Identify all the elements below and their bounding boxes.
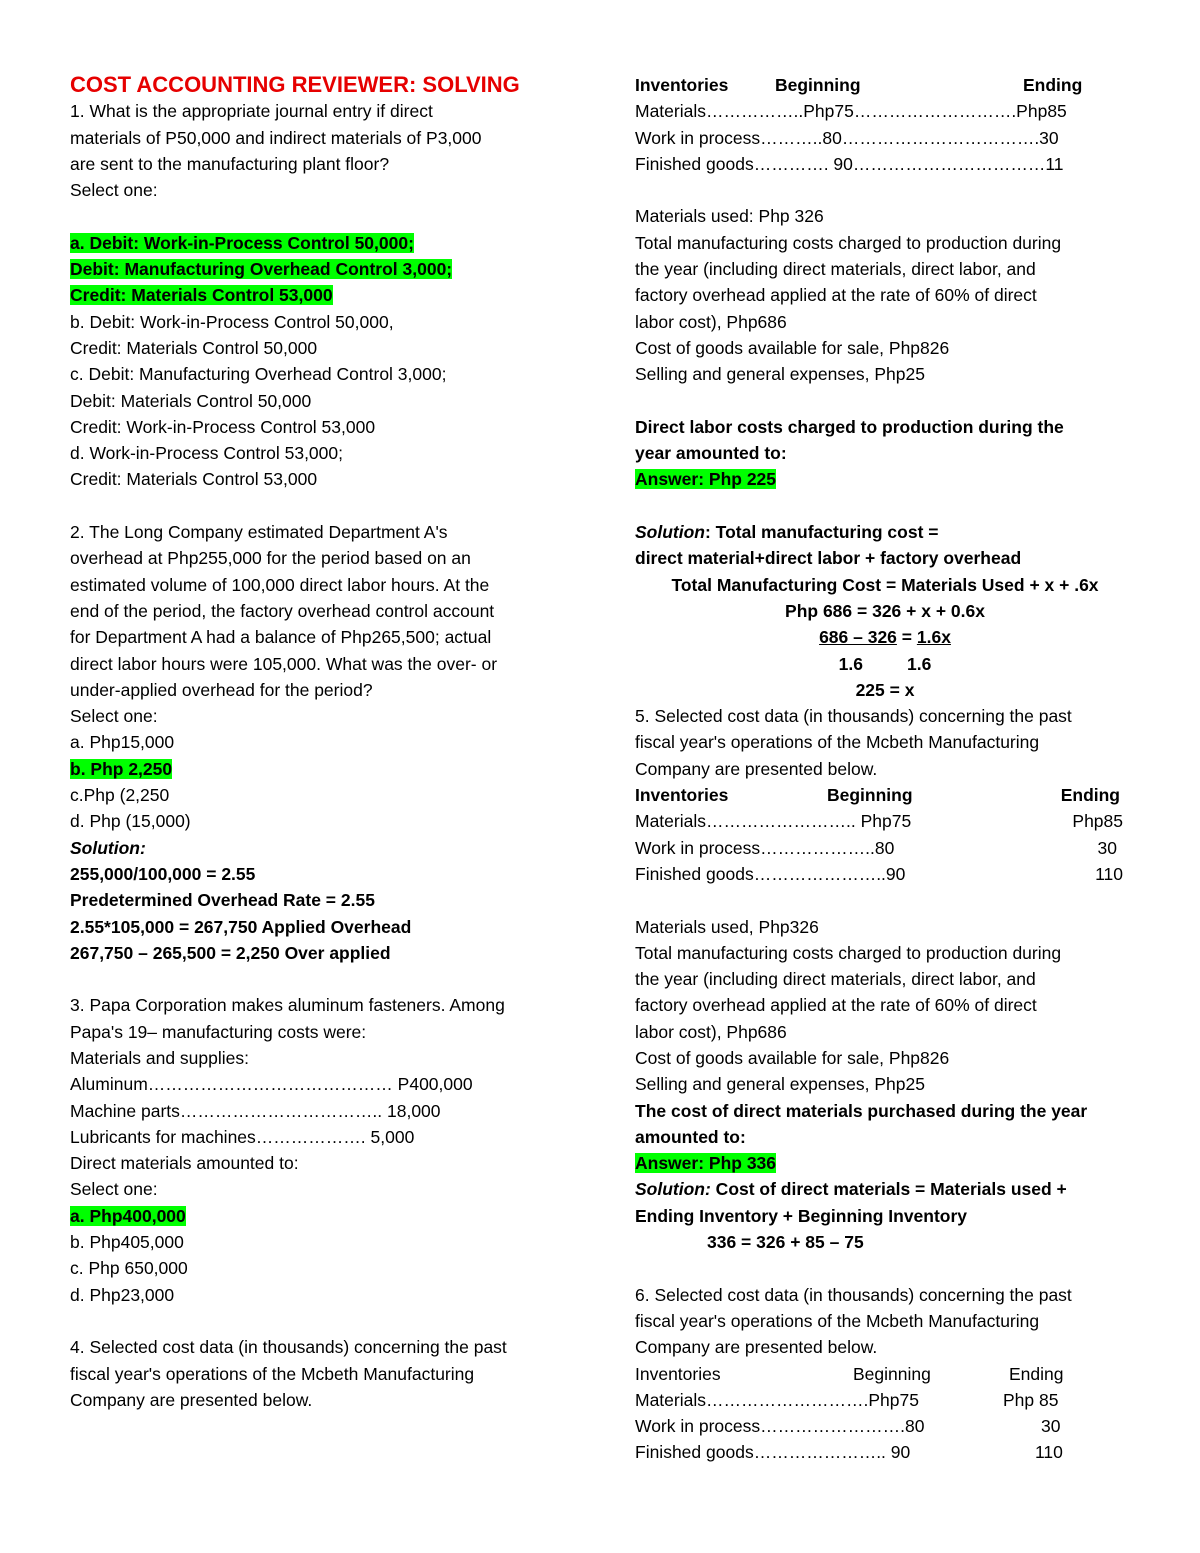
q6-table-row (635, 1387, 1135, 1413)
q4-result: 225 = x (855, 679, 915, 700)
q4-data-line: Cost of goods available for sale, Php826 (635, 337, 950, 358)
q6-line: 6. Selected cost data (in thousands) concerning the past (635, 1284, 1072, 1305)
q4-table-row: Materials……………..Php75……………………….Php85 (635, 101, 1067, 122)
q6-header-cell: Inventories (635, 1363, 721, 1384)
q5-solution-text: Cost of direct materials = Materials used + (710, 1179, 1067, 1200)
q2-line: under-applied overhead for the period? (70, 679, 373, 700)
q6-line: fiscal year's operations of the Mcbeth Manufacturing (635, 1310, 1040, 1331)
q5-data-line: Cost of goods available for sale, Php826 (635, 1047, 950, 1068)
q5-line: fiscal year's operations of the Mcbeth Manufacturing (635, 732, 1040, 753)
q6-row-label: Materials……………………….Php75 (635, 1389, 919, 1410)
q4-data-line: factory overhead applied at the rate of 60% of direct (635, 285, 1037, 306)
q4-data-line: Selling and general expenses, Php25 (635, 364, 925, 385)
q5-row-ending: 30 (1097, 837, 1117, 858)
q1-line: Select one: (70, 180, 158, 201)
q5-solution-first (635, 1176, 1135, 1202)
q3-line: Machine parts…………………………….. 18,000 (70, 1100, 441, 1121)
q4-table-header (635, 72, 1135, 98)
q4-solution-first (635, 519, 1135, 545)
q2-solution-label: Solution: (70, 837, 146, 858)
q4-data-line: Total manufacturing costs charged to production during (635, 232, 1062, 253)
q6-table-row (635, 1439, 1135, 1465)
q4-table-row: Finished goods…………. 90……………………………11 (635, 153, 1064, 174)
q2-solution-line: 255,000/100,000 = 2.55 (70, 863, 256, 884)
q2-solution-line: 267,750 – 265,500 = 2,250 Over applied (70, 942, 391, 963)
q3-answer: a. Php400,000 (70, 1205, 186, 1226)
q5-row-ending: Php85 (1072, 811, 1123, 832)
q1-answer-line: Credit: Materials Control 53,000 (70, 285, 333, 306)
q5-line: 5. Selected cost data (in thousands) concerning the past (635, 706, 1072, 727)
q5-line: Company are presented below. (635, 758, 878, 779)
q4-data-line: labor cost), Php686 (635, 311, 787, 332)
q6-row-label: Finished goods………………….. 90 (635, 1442, 911, 1463)
q4-question-line: year amounted to: (635, 443, 787, 464)
q1-option-line: Credit: Materials Control 50,000 (70, 337, 318, 358)
q1-answer-line: a. Debit: Work-in-Process Control 50,000; (70, 232, 414, 253)
q2-line: end of the period, the factory overhead control account (70, 600, 495, 621)
q3-line: Papa's 19– manufacturing costs were: (70, 1021, 367, 1042)
q4-fraction-denominator (635, 651, 1135, 677)
q1-line: materials of P50,000 and indirect materials of P3,000 (70, 127, 482, 148)
q3-line: Direct materials amounted to: (70, 1153, 299, 1174)
q4-data (635, 203, 1135, 387)
q4-table-row: Work in process………..80…………………………….30 (635, 127, 1059, 148)
q6-row-ending: 110 (1035, 1442, 1063, 1463)
q2-solution-line: Predetermined Overhead Rate = 2.55 (70, 890, 375, 911)
q6-row-ending: 30 (1041, 1416, 1061, 1437)
q3-line: Lubricants for machines………………. 5,000 (70, 1126, 415, 1147)
q4-frac-right: 1.6x (916, 627, 951, 648)
q6-row-label: Work in process…………………….80 (635, 1416, 925, 1437)
q5-answer: Answer: Php 336 (635, 1153, 777, 1174)
q5-question-line: The cost of direct materials purchased during the year (635, 1100, 1088, 1121)
q3-option-line: d. Php23,000 (70, 1284, 175, 1305)
question-3 (70, 992, 570, 1308)
q5-data-line: the year (including direct materials, direct labor, and (635, 969, 1036, 990)
question-4-intro (70, 1334, 570, 1413)
q2-line: 2. The Long Company estimated Department A's (70, 522, 448, 543)
q4-den-right: 1.6 (907, 653, 932, 674)
q6-header-cell: Beginning (853, 1363, 931, 1384)
q4-answer: Answer: Php 225 (635, 469, 777, 490)
q1-option-line: b. Debit: Work-in-Process Control 50,000, (70, 311, 394, 332)
q3-option-line: c. Php 650,000 (70, 1258, 188, 1279)
q4-solution-line: direct material+direct labor + factory overhead (635, 548, 1022, 569)
q4-solution-label: Solution (635, 522, 705, 543)
q6-table-row (635, 1413, 1135, 1439)
q4-frac-eq: = (896, 627, 917, 648)
q4-line: 4. Selected cost data (in thousands) concerning the past (70, 1337, 507, 1358)
q6-header-cell: Ending (1009, 1363, 1064, 1384)
q5-row-ending: 110 (1095, 863, 1123, 884)
q5-solution-label: Solution: (635, 1179, 711, 1200)
q4-solution-centered: Php 686 = 326 + x + 0.6x (785, 600, 985, 621)
q4-inventory-table (635, 72, 1135, 177)
left-column (70, 72, 570, 1413)
q6-table-header (635, 1361, 1135, 1387)
q4-data-line: the year (including direct materials, direct labor, and (635, 259, 1036, 280)
q1-line: 1. What is the appropriate journal entry if direct (70, 101, 433, 122)
q5-equation: 336 = 326 + 85 – 75 (707, 1232, 864, 1253)
q2-line: a. Php15,000 (70, 732, 175, 753)
q1-option-line: Debit: Materials Control 50,000 (70, 390, 312, 411)
q5-row-label: Work in process………………..80 (635, 837, 895, 858)
q5-data-line: labor cost), Php686 (635, 1021, 787, 1042)
q1-answer-line: Debit: Manufacturing Overhead Control 3,000; (70, 259, 453, 280)
q2-line: estimated volume of 100,000 direct labor hours. At the (70, 574, 490, 595)
q6-row-ending: Php 85 (1003, 1389, 1059, 1410)
q4-data-line: Materials used: Php 326 (635, 206, 824, 227)
q5-question-line: amounted to: (635, 1126, 746, 1147)
q5-data-line: Selling and general expenses, Php25 (635, 1074, 925, 1095)
question-5 (635, 703, 1135, 1255)
q5-table-row (635, 808, 1135, 834)
q5-header-cell: Ending (1060, 785, 1120, 806)
q3-line: Aluminum…………………………………… P400,000 (70, 1074, 473, 1095)
q2-solution-line: 2.55*105,000 = 267,750 Applied Overhead (70, 916, 412, 937)
q1-option-line: d. Work-in-Process Control 53,000; (70, 443, 343, 464)
question-1 (70, 98, 570, 492)
q5-row-label: Finished goods…………………..90 (635, 863, 906, 884)
q4-den-left: 1.6 (838, 653, 863, 674)
q1-line: are sent to the manufacturing plant floor? (70, 153, 390, 174)
q4-solution-centered: Total Manufacturing Cost = Materials Used + x + .6x (671, 574, 1099, 595)
q2-option-line: d. Php (15,000) (70, 811, 191, 832)
q5-data-line: Total manufacturing costs charged to production during (635, 942, 1062, 963)
q2-answer: b. Php 2,250 (70, 758, 173, 779)
q1-option-line: Credit: Materials Control 53,000 (70, 469, 318, 490)
q4-header-cell: Ending (1023, 75, 1083, 95)
q2-line: overhead at Php255,000 for the period based on an (70, 548, 471, 569)
q5-table-row (635, 861, 1135, 887)
q3-line: 3. Papa Corporation makes aluminum fasteners. Among (70, 995, 505, 1016)
q5-row-label: Materials…………………….. Php75 (635, 811, 912, 832)
q1-option-line: c. Debit: Manufacturing Overhead Control 3,000; (70, 364, 447, 385)
q4-frac-left: 686 – 326 (819, 627, 897, 648)
q5-header-cell: Inventories (635, 785, 729, 806)
document-title: COST ACCOUNTING REVIEWER: SOLVING (70, 72, 520, 97)
q2-line: for Department A had a balance of Php265,500; actual (70, 627, 492, 648)
q5-header-cell: Beginning (827, 785, 913, 806)
q6-line: Company are presented below. (635, 1337, 878, 1358)
question-2 (70, 519, 570, 966)
right-column (635, 72, 1135, 1466)
q5-data-line: Materials used, Php326 (635, 916, 819, 937)
question-6 (635, 1282, 1135, 1466)
q5-table-header (635, 782, 1135, 808)
q4-line: fiscal year's operations of the Mcbeth Manufacturing (70, 1363, 475, 1384)
q2-option-line: c.Php (2,250 (70, 785, 170, 806)
q5-table-row (635, 835, 1135, 861)
q2-line: Select one: (70, 706, 158, 727)
q3-line: Materials and supplies: (70, 1047, 249, 1068)
q5-solution-line: Ending Inventory + Beginning Inventory (635, 1205, 968, 1226)
q5-data-line: factory overhead applied at the rate of 60% of direct (635, 995, 1037, 1016)
q4-line: Company are presented below. (70, 1389, 313, 1410)
q4-solution-text: : Total manufacturing cost = (704, 522, 939, 543)
q1-option-line: Credit: Work-in-Process Control 53,000 (70, 416, 376, 437)
q4-header-cell: Inventories (635, 75, 729, 95)
q3-option-line: b. Php405,000 (70, 1232, 184, 1253)
q4-question-line: Direct labor costs charged to production during the (635, 416, 1064, 437)
q4-header-cell: Beginning (775, 75, 861, 95)
q3-line: Select one: (70, 1179, 158, 1200)
q4-fraction-numerator (635, 624, 1135, 650)
q2-line: direct labor hours were 105,000. What was the over- or (70, 653, 498, 674)
